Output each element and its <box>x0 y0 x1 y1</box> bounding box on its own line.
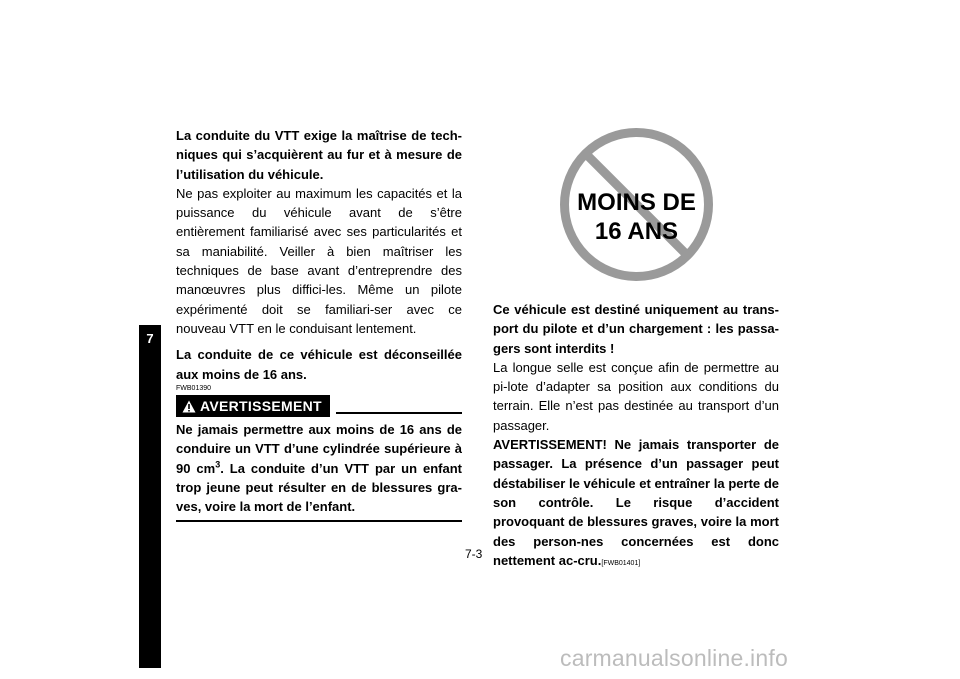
section-heading-age: La conduite de ce véhicule est déconseillée aux moins de 16 ans. <box>176 347 462 382</box>
paragraph-passenger: La longue selle est conçue afin de permettre au pi-lote d’adapter sa position aux conditions du terrain. Elle n’est pas destinée au transport d’un passager. <box>493 359 779 433</box>
section-heading-technique: La conduite du VTT exige la maîtrise de tech-niques qui s’acquièrent au fur et à mesure de l’utilisation du véhicule. <box>176 128 462 182</box>
warning-text-part-a: Ne jamais permettre aux moins de 16 ans de conduire un VTT d’une cylindrée supérieure à 90 cm <box>176 422 462 476</box>
warning-header <box>176 395 462 417</box>
warning-code: FWB01390 <box>176 384 212 392</box>
warning-text-passenger <box>493 435 779 573</box>
warning-rule <box>336 412 462 414</box>
page-number: 7-3 <box>465 547 483 561</box>
warning-text-part-b: . La conduite d’un VTT par un enfant trop jeune peut résulter en de blessures gra-ves, voire la mort de l’enfant. <box>176 460 462 515</box>
warning-text-age <box>176 420 462 516</box>
watermark: carmanualsonline.info <box>560 645 788 671</box>
warning-passenger-code: [FWB01401] <box>601 559 641 567</box>
right-column <box>493 300 779 573</box>
warning-passenger-body: AVERTISSEMENT! Ne jamais transporter de passager. La présence d’un passager peut déstabiliser le véhicule et entraîner la perte de son contrôle. Le risque d’accident provoquant de blessures graves, voire la mort des person-nes concernées est donc nettement ac-cru. <box>493 437 779 568</box>
cubic-superscript: 3 <box>215 459 221 470</box>
sign-text-line1: MOINS DE <box>577 189 696 216</box>
warning-label: AVERTISSEMENT <box>200 397 322 414</box>
warning-triangle-icon <box>182 400 196 413</box>
chapter-tab: 7 <box>139 325 161 668</box>
paragraph-technique: Ne pas exploiter au maximum les capacités et la puissance du véhicule avant de s’être entièrement familiarisé avec ses particularités et sa maniabilité. Veiller à bien maîtriser les techniques de base avant d’entreprendre des manœuvres plus diffici-les. Même un pilote expérimenté doit se familiari-ser avec ce nouveau VTT en le conduisant lentement. <box>176 185 462 336</box>
section-heading-passenger: Ce véhicule est destiné uniquement au trans-port du pilote et d’un chargement : les passa-gers sont interdits ! <box>493 302 779 356</box>
warning-badge <box>176 395 330 417</box>
warning-end-rule <box>176 520 462 522</box>
left-column <box>176 126 462 522</box>
sign-text-line2: 16 ANS <box>594 218 679 245</box>
age-prohibition-sign <box>558 126 715 283</box>
